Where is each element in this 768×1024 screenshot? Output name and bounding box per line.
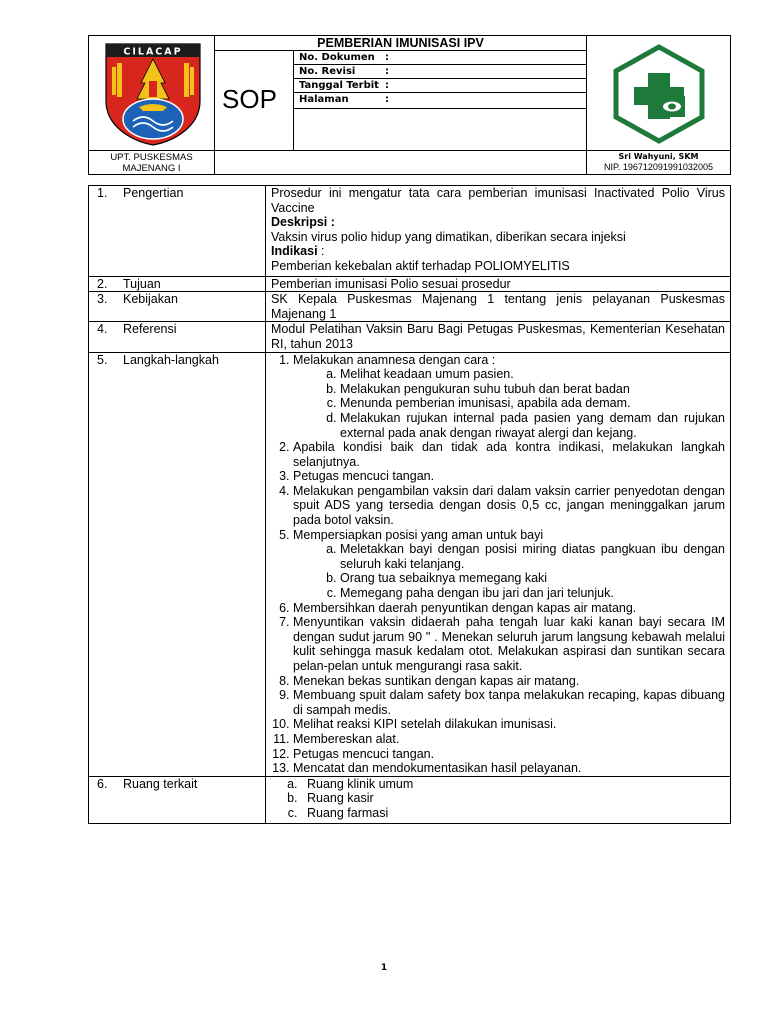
- list-item: 3. Petugas mencuci tangan.: [293, 469, 725, 484]
- list-item: 4. Melakukan pengambilan vaksin dari dalam vaksin carrier penyedotan dengan spuit ADS yang tersedia dengan dosis 0,5 cc, jangan meninggalkan jarum pada botol vaksin.: [293, 484, 725, 528]
- signer-cell: [586, 150, 731, 175]
- row-tujuan: [89, 276, 731, 292]
- meta-no-revisi: [293, 64, 587, 79]
- meta-value: :: [385, 52, 389, 63]
- signer-nip: NIP. 196712091991032005: [604, 162, 713, 172]
- unit-subname: MAJENANG I: [122, 163, 181, 174]
- list-item: a. Meletakkan bayi dengan posisi miring diatas pangkuan ibu dengan seluruh kaki telanjang.: [340, 542, 725, 571]
- row-pengertian: [89, 186, 731, 277]
- list-item: 12. Petugas mencuci tangan.: [293, 747, 725, 762]
- pengertian-text: Prosedur ini mengatur tata cara pemberian imunisasi Inactivated Polio Virus Vaccine: [271, 186, 725, 215]
- document-title: PEMBERIAN IMUNISASI IPV: [214, 35, 587, 51]
- row-label: 5. Langkah-langkah: [89, 352, 266, 776]
- row-referensi: [89, 322, 731, 352]
- emblem-cell: [586, 35, 731, 151]
- list-item: 11. Membereskan alat.: [293, 732, 725, 747]
- meta-label: No. Revisi: [299, 66, 356, 77]
- puskesmas-emblem-icon: [611, 44, 707, 144]
- row-label: 1. Pengertian: [89, 186, 266, 277]
- page-number: 1: [380, 963, 388, 973]
- list-item: 1. Melakukan anamnesa dengan cara : a. Melihat keadaan umum pasien. b. Melakukan pengukuran suhu tubuh dan berat badan c. Menunda pemberian imunisasi, apabila ada demam. d. Melakukan rujukan internal pada pasien yang demam dan rujukan external pada anak dengan riwayat alergi dan kejang.: [293, 353, 725, 441]
- room-list: [271, 777, 725, 821]
- meta-value: :: [385, 80, 389, 91]
- meta-value: :: [385, 66, 389, 77]
- row-label: 2. Tujuan: [89, 276, 266, 292]
- row-label: 3. Kebijakan: [89, 292, 266, 322]
- sop-table: [88, 185, 731, 824]
- list-item: 8. Menekan bekas suntikan dengan kapas air matang.: [293, 674, 725, 689]
- list-item: 6. Membersihkan daerah penyuntikan dengan kapas air matang.: [293, 601, 725, 616]
- meta-tanggal-terbit: [293, 78, 587, 93]
- list-item: a. Ruang klinik umum: [301, 777, 725, 792]
- blank-cell: [214, 150, 587, 175]
- indikasi-text: Pemberian kekebalan aktif terhadap POLIOMYELITIS: [271, 258, 570, 273]
- sop-label: SOP: [222, 84, 277, 114]
- logo-cell: [88, 35, 215, 151]
- list-item: a. Melihat keadaan umum pasien.: [340, 367, 725, 382]
- cilacap-regency-logo-icon: [103, 41, 203, 147]
- unit-name: UPT. PUSKESMAS: [110, 152, 193, 163]
- list-item: 7. Menyuntikan vaksin didaerah paha tengah luar kaki kanan bayi secara IM dengan sudut jarum 90 " . Menekan seluruh jarum langsung kebawah melalui kulit sehingga masuk kedalam otot. Melakukan aspirasi dan suntikan secara pelan-pelan untuk mengurangi rasa sakit.: [293, 615, 725, 673]
- row-label: 6. Ruang terkait: [89, 776, 266, 823]
- row-content: Pemberian imunisasi Polio sesuai prosedur: [266, 276, 731, 292]
- list-item: 13. Mencatat dan mendokumentasikan hasil pelayanan.: [293, 761, 725, 776]
- row-langkah: [89, 352, 731, 776]
- row-ruang-terkait: [89, 776, 731, 823]
- steps-list: [271, 353, 725, 776]
- meta-label: Tanggal Terbit: [299, 80, 379, 91]
- meta-no-dokumen: [293, 50, 587, 65]
- meta-halaman: [293, 92, 587, 109]
- meta-label: No. Dokumen: [299, 52, 375, 63]
- deskripsi-text: Vaksin virus polio hidup yang dimatikan, diberikan secara injeksi: [271, 229, 626, 244]
- list-item: 2. Apabila kondisi baik dan tidak ada kontra indikasi, melakukan langkah selanjutnya.: [293, 440, 725, 469]
- meta-label: Halaman: [299, 94, 349, 105]
- signer-name: Sri Wahyuni, SKM: [618, 152, 699, 161]
- list-item: b. Orang tua sebaiknya memegang kaki: [340, 571, 725, 586]
- list-item: d. Melakukan rujukan internal pada pasien yang demam dan rujukan external pada anak dengan riwayat alergi dan kejang.: [340, 411, 725, 440]
- sub-list: [293, 367, 725, 440]
- deskripsi-heading: Deskripsi :: [271, 215, 335, 230]
- row-content: [266, 352, 731, 776]
- row-content: [266, 776, 731, 823]
- indikasi-heading: Indikasi :: [271, 244, 325, 259]
- row-content: Modul Pelatihan Vaksin Baru Bagi Petugas Puskesmas, Kementerian Kesehatan RI, tahun 2013: [266, 322, 731, 352]
- meta-blank-cell: [293, 108, 587, 151]
- sub-list: [293, 542, 725, 600]
- meta-value: :: [385, 94, 389, 105]
- svg-text:CILACAP: CILACAP: [123, 46, 183, 58]
- list-item: b. Ruang kasir: [301, 791, 725, 806]
- row-content: [266, 186, 731, 277]
- row-label: 4. Referensi: [89, 322, 266, 352]
- list-item: c. Memegang paha dengan ibu jari dan jari telunjuk.: [340, 586, 725, 601]
- list-item: c. Ruang farmasi: [301, 806, 725, 821]
- unit-caption: [88, 150, 215, 175]
- list-item: c. Menunda pemberian imunisasi, apabila ada demam.: [340, 396, 725, 411]
- row-kebijakan: [89, 292, 731, 322]
- list-item: b. Melakukan pengukuran suhu tubuh dan berat badan: [340, 382, 725, 397]
- list-item: 10. Melihat reaksi KIPI setelah dilakukan imunisasi.: [293, 717, 725, 732]
- sop-label-cell: [214, 50, 294, 151]
- row-content: SK Kepala Puskesmas Majenang 1 tentang jenis pelayanan Puskesmas Majenang 1: [266, 292, 731, 322]
- list-item: 5. Mempersiapkan posisi yang aman untuk bayi a. Meletakkan bayi dengan posisi miring diatas pangkuan ibu dengan seluruh kaki telanjang. b. Orang tua sebaiknya memegang kaki c. Memegang paha dengan ibu jari dan jari telunjuk.: [293, 528, 725, 601]
- list-item: 9. Membuang spuit dalam safety box tanpa melakukan recaping, kapas dibuang di sampah medis.: [293, 688, 725, 717]
